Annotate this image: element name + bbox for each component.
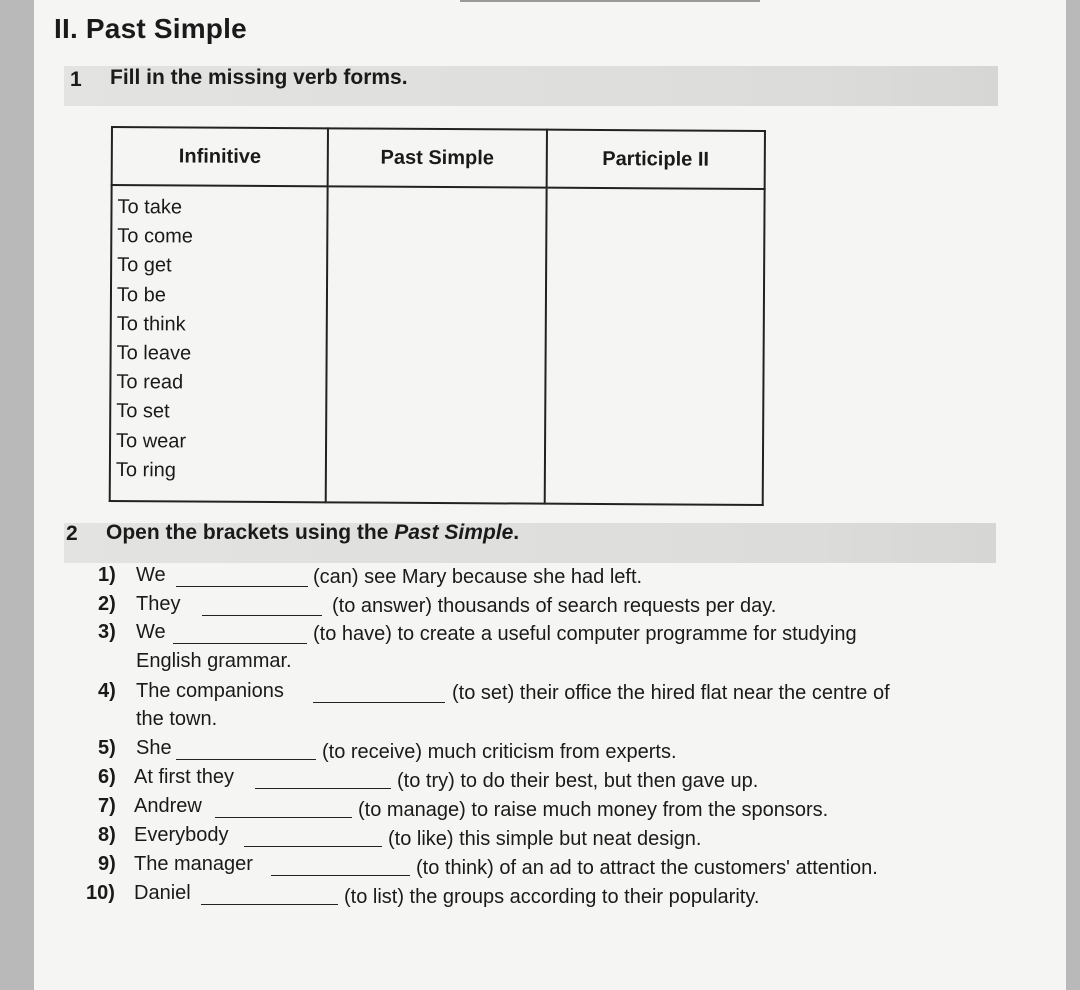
infinitive-verb: To get — [117, 254, 172, 277]
sentence-text: (to try) to do their best, but then gave up. — [397, 770, 759, 792]
sentence-subject: Daniel — [134, 882, 191, 904]
sentence-item — [0, 824, 1080, 852]
sentence-subject: Andrew — [134, 795, 202, 817]
sentence-item — [0, 621, 1080, 649]
exercise-1-number: 1 — [70, 68, 82, 91]
infinitive-verb: To set — [116, 400, 170, 423]
answer-blank[interactable] — [201, 903, 338, 905]
sentence-item — [0, 564, 1080, 592]
sentence-subject: They — [136, 593, 181, 615]
sentence-number: 10) — [86, 882, 115, 904]
header-participle: Participle II — [546, 130, 765, 189]
header-infinitive: Infinitive — [112, 127, 329, 186]
exercise-1-instruction: Fill in the missing verb forms. — [110, 66, 408, 89]
instruction-emphasis: Past Simple — [394, 521, 514, 544]
answer-blank[interactable] — [215, 816, 352, 818]
sentence-text: (to list) the groups according to their popularity. — [344, 886, 760, 908]
infinitive-verb: To read — [116, 371, 184, 394]
sentence-text: (to have) to create a useful computer programme for studying — [313, 623, 857, 645]
sentence-subject: Everybody — [134, 824, 229, 846]
sentence-text: (to think) of an ad to attract the customers' attention. — [416, 857, 878, 879]
answer-blank[interactable] — [202, 614, 322, 616]
sentence-item — [0, 795, 1080, 823]
sentence-number: 9) — [98, 853, 116, 875]
participle-answer-cell[interactable] — [544, 188, 764, 505]
infinitive-verb: To be — [116, 283, 166, 306]
answer-blank[interactable] — [244, 845, 382, 847]
answer-blank[interactable] — [176, 585, 308, 587]
infinitive-verb: To come — [117, 225, 193, 248]
infinitive-verb: To think — [116, 312, 186, 336]
infinitive-verb: To take — [117, 196, 183, 219]
section-title: II. Past Simple — [54, 13, 247, 44]
sentence-item — [0, 766, 1080, 794]
header-past-simple: Past Simple — [328, 128, 547, 187]
sentence-number: 5) — [98, 737, 116, 759]
sentence-text: (to receive) much criticism from experts. — [322, 741, 677, 763]
instruction-suffix: . — [513, 521, 520, 544]
answer-blank[interactable] — [173, 642, 307, 644]
sentence-number: 1) — [98, 564, 116, 586]
infinitive-verb: To wear — [116, 429, 187, 453]
sentence-item — [0, 680, 1080, 708]
sentence-item — [0, 882, 1080, 910]
sentence-subject: We — [136, 621, 166, 643]
answer-blank[interactable] — [255, 787, 391, 789]
answer-blank[interactable] — [313, 701, 445, 703]
sentence-number: 6) — [98, 766, 116, 788]
sentence-item — [0, 853, 1080, 881]
sentence-text: (to answer) thousands of search requests per day. — [332, 595, 777, 617]
sentence-item — [0, 737, 1080, 765]
sentence-subject: The manager — [134, 853, 253, 875]
answer-blank[interactable] — [176, 758, 316, 760]
sentence-continuation: English grammar. — [136, 650, 292, 672]
sentence-number: 4) — [98, 680, 116, 702]
infinitive-verb: To leave — [116, 342, 192, 365]
sentence-text: (can) see Mary because she had left. — [313, 566, 643, 588]
sentence-text: (to like) this simple but neat design. — [388, 828, 702, 850]
sentence-number: 8) — [98, 824, 116, 846]
sentence-subject: At first they — [134, 766, 235, 788]
sentence-number: 7) — [98, 795, 116, 817]
sentence-text: (to set) their office the hired flat near the centre of — [452, 682, 890, 704]
sentence-number: 3) — [98, 621, 116, 643]
sentence-subject: The companions — [136, 680, 284, 702]
sentence-text: (to manage) to raise much money from the sponsors. — [358, 799, 829, 821]
verb-forms-table — [109, 126, 766, 506]
infinitive-verb: To ring — [115, 458, 176, 482]
sentence-item — [0, 593, 1080, 621]
exercise-2-instruction — [106, 521, 519, 545]
infinitive-column — [110, 185, 328, 502]
answer-blank[interactable] — [271, 874, 410, 876]
sentence-number: 2) — [98, 593, 116, 615]
exercise-2-number: 2 — [66, 522, 78, 545]
top-rule — [460, 0, 760, 2]
sentence-subject: She — [136, 737, 172, 759]
past-simple-answer-cell[interactable] — [326, 186, 546, 503]
instruction-prefix: Open the brackets using the — [106, 521, 395, 544]
sentence-continuation: the town. — [136, 708, 218, 730]
sentence-subject: We — [136, 564, 166, 586]
